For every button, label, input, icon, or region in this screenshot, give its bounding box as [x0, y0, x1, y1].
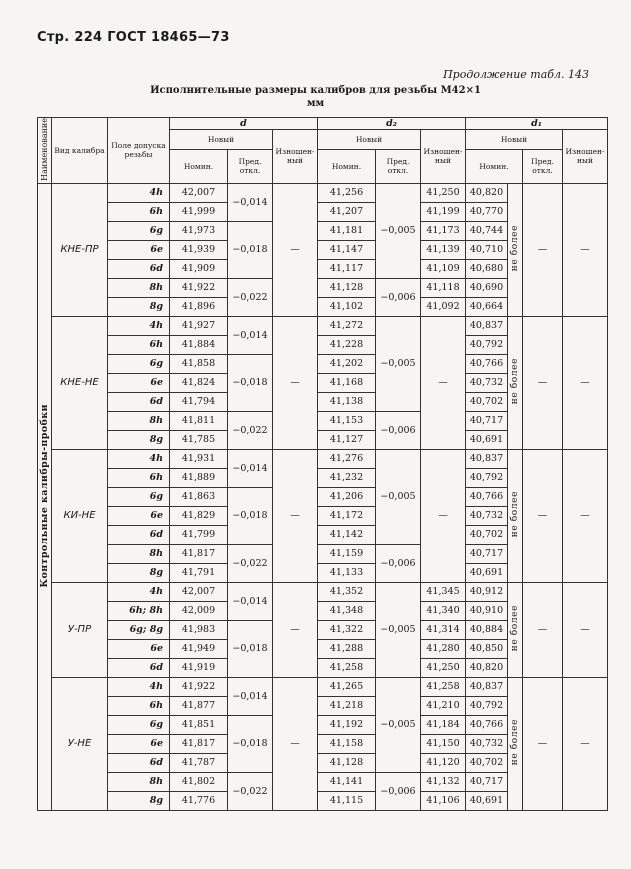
- tolerance-field: 6g: [108, 487, 170, 506]
- d2-deviation: −0,006: [376, 278, 421, 316]
- d2-nominal: 41,218: [318, 696, 376, 715]
- d1-ne-bolee: [508, 677, 523, 810]
- d2-nominal: 41,117: [318, 259, 376, 278]
- d1-deviation: —: [523, 677, 563, 810]
- d2-worn: 41,132: [421, 772, 466, 791]
- d-nominal: 41,983: [170, 620, 228, 639]
- d1-nominal: 40,732: [466, 734, 508, 753]
- table-row: [38, 449, 608, 468]
- d-deviation: −0,018: [228, 620, 273, 677]
- d2-worn: 41,139: [421, 240, 466, 259]
- d1-nominal: 40,717: [466, 772, 508, 791]
- d-nominal: 41,922: [170, 278, 228, 297]
- tolerance-field: 6e: [108, 506, 170, 525]
- d-deviation: −0,018: [228, 715, 273, 772]
- d2-worn: 41,314: [421, 620, 466, 639]
- d2-nominal: 41,352: [318, 582, 376, 601]
- d1-nominal: 40,744: [466, 221, 508, 240]
- d-worn: —: [273, 183, 318, 316]
- tolerance-field: 6e: [108, 734, 170, 753]
- d1-nominal: 40,837: [466, 677, 508, 696]
- d1-worn: —: [563, 449, 608, 582]
- d-worn: —: [273, 449, 318, 582]
- table-row: [38, 183, 608, 202]
- d1-nominal: 40,912: [466, 582, 508, 601]
- d-deviation: −0,014: [228, 449, 273, 487]
- d-worn: —: [273, 316, 318, 449]
- d2-nominal: 41,128: [318, 753, 376, 772]
- d2-nominal: 41,228: [318, 335, 376, 354]
- tolerance-field: 4h: [108, 449, 170, 468]
- d1-nominal: 40,820: [466, 658, 508, 677]
- d-nominal: 41,776: [170, 791, 228, 810]
- header-d1-nomin: Номин.: [466, 149, 523, 183]
- d2-worn: 41,092: [421, 297, 466, 316]
- ne-bolee-label: не более: [510, 605, 521, 652]
- d1-nominal: 40,710: [466, 240, 508, 259]
- d-deviation: −0,018: [228, 221, 273, 278]
- d-nominal: 41,999: [170, 202, 228, 221]
- d2-nominal: 41,115: [318, 791, 376, 810]
- calibre-kind: КНЕ-НЕ: [52, 316, 108, 449]
- d2-worn: 41,258: [421, 677, 466, 696]
- tolerance-field: 6e: [108, 240, 170, 259]
- d2-nominal: 41,133: [318, 563, 376, 582]
- tolerance-field: 6h: [108, 202, 170, 221]
- d2-worn: 41,250: [421, 183, 466, 202]
- d2-deviation: −0,005: [376, 677, 421, 772]
- d1-nominal: 40,792: [466, 468, 508, 487]
- d1-nominal: 40,766: [466, 354, 508, 373]
- tolerance-field: 6d: [108, 525, 170, 544]
- table-row: [38, 582, 608, 601]
- d2-deviation: −0,005: [376, 316, 421, 411]
- header-d2-nomin: Номин.: [318, 149, 376, 183]
- tolerance-field: 4h: [108, 677, 170, 696]
- header-d1-new: Новый: [466, 130, 563, 150]
- d2-nominal: 41,102: [318, 297, 376, 316]
- d-nominal: 41,858: [170, 354, 228, 373]
- d-nominal: 42,007: [170, 183, 228, 202]
- tolerance-field: 6d: [108, 392, 170, 411]
- d2-nominal: 41,258: [318, 658, 376, 677]
- tolerance-field: 6e: [108, 373, 170, 392]
- d2-worn: 41,106: [421, 791, 466, 810]
- d1-ne-bolee: [508, 582, 523, 677]
- calibre-kind: КИ-НЕ: [52, 449, 108, 582]
- calibre-kind: У-НЕ: [52, 677, 108, 810]
- side-label: Контрольные калибры-пробки: [39, 403, 50, 588]
- calibre-kind: У-ПР: [52, 582, 108, 677]
- d2-deviation: −0,005: [376, 582, 421, 677]
- tolerance-field: 6d: [108, 658, 170, 677]
- d-nominal: 41,919: [170, 658, 228, 677]
- header-d-new: Новый: [170, 130, 273, 150]
- d2-nominal: 41,159: [318, 544, 376, 563]
- d1-nominal: 40,850: [466, 639, 508, 658]
- d2-worn: 41,199: [421, 202, 466, 221]
- d1-nominal: 40,766: [466, 487, 508, 506]
- header-d-pred: Пред. откл.: [228, 149, 273, 183]
- d2-worn: 41,173: [421, 221, 466, 240]
- d1-worn: —: [563, 677, 608, 810]
- d-deviation: −0,014: [228, 183, 273, 221]
- d1-nominal: 40,766: [466, 715, 508, 734]
- tolerance-field: 6e: [108, 639, 170, 658]
- d-deviation: −0,014: [228, 582, 273, 620]
- d2-worn: 41,340: [421, 601, 466, 620]
- d-nominal: 41,922: [170, 677, 228, 696]
- d-nominal: 41,785: [170, 430, 228, 449]
- header-d: d: [170, 118, 318, 130]
- d1-nominal: 40,837: [466, 449, 508, 468]
- d1-nominal: 40,702: [466, 392, 508, 411]
- d2-worn: 41,120: [421, 753, 466, 772]
- d2-nominal: 41,158: [318, 734, 376, 753]
- units-label: мм: [306, 98, 325, 109]
- d-worn: —: [273, 582, 318, 677]
- d-nominal: 42,009: [170, 601, 228, 620]
- header-d2-new: Новый: [318, 130, 421, 150]
- d1-nominal: 40,717: [466, 411, 508, 430]
- d2-worn: —: [421, 316, 466, 449]
- d2-nominal: 41,153: [318, 411, 376, 430]
- d2-deviation: −0,005: [376, 449, 421, 544]
- ne-bolee-label: не более: [510, 358, 521, 405]
- d2-deviation: −0,006: [376, 411, 421, 449]
- header-d2-pred: Пред. откл.: [376, 149, 421, 183]
- d1-nominal: 40,691: [466, 791, 508, 810]
- tolerance-field: 8h: [108, 278, 170, 297]
- d-nominal: 41,794: [170, 392, 228, 411]
- d1-worn: —: [563, 183, 608, 316]
- d-deviation: −0,022: [228, 278, 273, 316]
- d2-deviation: −0,006: [376, 544, 421, 582]
- d2-nominal: 41,232: [318, 468, 376, 487]
- header-d1-worn: Изношен-ный: [563, 130, 608, 184]
- d1-nominal: 40,702: [466, 525, 508, 544]
- calibre-dimensions-table: [37, 117, 608, 811]
- d-nominal: 41,877: [170, 696, 228, 715]
- tolerance-field: 4h: [108, 582, 170, 601]
- tolerance-field: 6h; 8h: [108, 601, 170, 620]
- d2-nominal: 41,207: [318, 202, 376, 221]
- d2-nominal: 41,127: [318, 430, 376, 449]
- d-nominal: 41,927: [170, 316, 228, 335]
- d1-deviation: —: [523, 316, 563, 449]
- d2-worn: —: [421, 449, 466, 582]
- d-nominal: 41,863: [170, 487, 228, 506]
- d1-ne-bolee: [508, 449, 523, 582]
- d1-nominal: 40,691: [466, 563, 508, 582]
- d-nominal: 41,829: [170, 506, 228, 525]
- d1-nominal: 40,910: [466, 601, 508, 620]
- header-vid-kalibra: Вид калибра: [52, 118, 108, 184]
- d-nominal: 41,931: [170, 449, 228, 468]
- table-title: Исполнительные размеры калибров для резьбы М42×1: [150, 85, 481, 96]
- d-nominal: 41,909: [170, 259, 228, 278]
- d1-nominal: 40,680: [466, 259, 508, 278]
- d1-deviation: —: [523, 183, 563, 316]
- d1-worn: —: [563, 582, 608, 677]
- d1-nominal: 40,732: [466, 506, 508, 525]
- d2-nominal: 41,272: [318, 316, 376, 335]
- d2-nominal: 41,128: [318, 278, 376, 297]
- header-d1-pred: Пред. откл.: [523, 149, 563, 183]
- d2-worn: 41,184: [421, 715, 466, 734]
- calibre-kind: КНЕ-ПР: [52, 183, 108, 316]
- page-header: Стр. 224 ГОСТ 18465—73: [37, 30, 230, 45]
- d1-nominal: 40,884: [466, 620, 508, 639]
- tolerance-field: 4h: [108, 316, 170, 335]
- d-deviation: −0,022: [228, 772, 273, 810]
- tolerance-field: 6g: [108, 715, 170, 734]
- d2-nominal: 41,172: [318, 506, 376, 525]
- d2-nominal: 41,265: [318, 677, 376, 696]
- d1-nominal: 40,792: [466, 696, 508, 715]
- d2-nominal: 41,181: [318, 221, 376, 240]
- d-nominal: 41,802: [170, 772, 228, 791]
- d-nominal: 41,973: [170, 221, 228, 240]
- d1-nominal: 40,732: [466, 373, 508, 392]
- d-nominal: 41,817: [170, 734, 228, 753]
- table-row: [38, 316, 608, 335]
- d-deviation: −0,022: [228, 544, 273, 582]
- d1-nominal: 40,691: [466, 430, 508, 449]
- tolerance-field: 6h: [108, 696, 170, 715]
- ne-bolee-label: не более: [510, 719, 521, 766]
- d-nominal: 41,811: [170, 411, 228, 430]
- d2-worn: 41,345: [421, 582, 466, 601]
- ne-bolee-label: не более: [510, 225, 521, 272]
- d2-nominal: 41,276: [318, 449, 376, 468]
- d-nominal: 41,896: [170, 297, 228, 316]
- d2-nominal: 41,206: [318, 487, 376, 506]
- tolerance-field: 6h: [108, 335, 170, 354]
- d2-nominal: 41,141: [318, 772, 376, 791]
- d1-nominal: 40,717: [466, 544, 508, 563]
- d1-deviation: —: [523, 582, 563, 677]
- d1-nominal: 40,702: [466, 753, 508, 772]
- tolerance-field: 8h: [108, 772, 170, 791]
- d-nominal: 41,851: [170, 715, 228, 734]
- d2-worn: 41,250: [421, 658, 466, 677]
- d2-worn: 41,280: [421, 639, 466, 658]
- d2-worn: 41,210: [421, 696, 466, 715]
- d1-nominal: 40,664: [466, 297, 508, 316]
- d2-deviation: −0,006: [376, 772, 421, 810]
- d-nominal: 41,889: [170, 468, 228, 487]
- d-nominal: 41,824: [170, 373, 228, 392]
- d-deviation: −0,018: [228, 354, 273, 411]
- tolerance-field: 8h: [108, 544, 170, 563]
- tolerance-field: 8g: [108, 297, 170, 316]
- d-nominal: 41,799: [170, 525, 228, 544]
- tolerance-field: 8h: [108, 411, 170, 430]
- d-deviation: −0,014: [228, 677, 273, 715]
- d2-nominal: 41,322: [318, 620, 376, 639]
- d-nominal: 41,949: [170, 639, 228, 658]
- header-pole-dopuska: Поле допуска резьбы: [108, 118, 170, 184]
- d-worn: —: [273, 677, 318, 810]
- d-nominal: 41,939: [170, 240, 228, 259]
- tolerance-field: 6g: [108, 354, 170, 373]
- tolerance-field: 6g: [108, 221, 170, 240]
- d2-nominal: 41,138: [318, 392, 376, 411]
- tolerance-field: 6g; 8g: [108, 620, 170, 639]
- d2-worn: 41,109: [421, 259, 466, 278]
- d1-ne-bolee: [508, 316, 523, 449]
- tolerance-field: 6d: [108, 753, 170, 772]
- header-naimenovanie: Наименование: [38, 118, 52, 184]
- continuation-note: Продолжение табл. 143: [443, 68, 589, 81]
- header-d-nomin: Номин.: [170, 149, 228, 183]
- ne-bolee-label: не более: [510, 491, 521, 538]
- d-deviation: −0,022: [228, 411, 273, 449]
- tolerance-field: 4h: [108, 183, 170, 202]
- d2-nominal: 41,192: [318, 715, 376, 734]
- d1-worn: —: [563, 316, 608, 449]
- header-d2-worn: Изношен-ный: [421, 130, 466, 184]
- d2-nominal: 41,348: [318, 601, 376, 620]
- d1-nominal: 40,792: [466, 335, 508, 354]
- tolerance-field: 8g: [108, 430, 170, 449]
- d-nominal: 41,791: [170, 563, 228, 582]
- d-nominal: 41,817: [170, 544, 228, 563]
- d-nominal: 41,884: [170, 335, 228, 354]
- d2-nominal: 41,142: [318, 525, 376, 544]
- d1-nominal: 40,770: [466, 202, 508, 221]
- d1-nominal: 40,820: [466, 183, 508, 202]
- tolerance-field: 8g: [108, 791, 170, 810]
- tolerance-field: 8g: [108, 563, 170, 582]
- header-d2: d₂: [318, 118, 466, 130]
- d1-nominal: 40,837: [466, 316, 508, 335]
- tolerance-field: 6h: [108, 468, 170, 487]
- d2-worn: 41,118: [421, 278, 466, 297]
- d1-ne-bolee: [508, 183, 523, 316]
- d-deviation: −0,014: [228, 316, 273, 354]
- table-row: [38, 677, 608, 696]
- d1-deviation: —: [523, 449, 563, 582]
- side-label-cell: [38, 183, 52, 810]
- d2-nominal: 41,288: [318, 639, 376, 658]
- d2-nominal: 41,202: [318, 354, 376, 373]
- d2-nominal: 41,256: [318, 183, 376, 202]
- header-d1: d₁: [466, 118, 608, 130]
- d1-nominal: 40,690: [466, 278, 508, 297]
- tolerance-field: 6d: [108, 259, 170, 278]
- d2-deviation: −0,005: [376, 183, 421, 278]
- d2-nominal: 41,168: [318, 373, 376, 392]
- header-d-worn: Изношен-ный: [273, 130, 318, 184]
- d-deviation: −0,018: [228, 487, 273, 544]
- d-nominal: 41,787: [170, 753, 228, 772]
- d-nominal: 42,007: [170, 582, 228, 601]
- d2-worn: 41,150: [421, 734, 466, 753]
- d2-nominal: 41,147: [318, 240, 376, 259]
